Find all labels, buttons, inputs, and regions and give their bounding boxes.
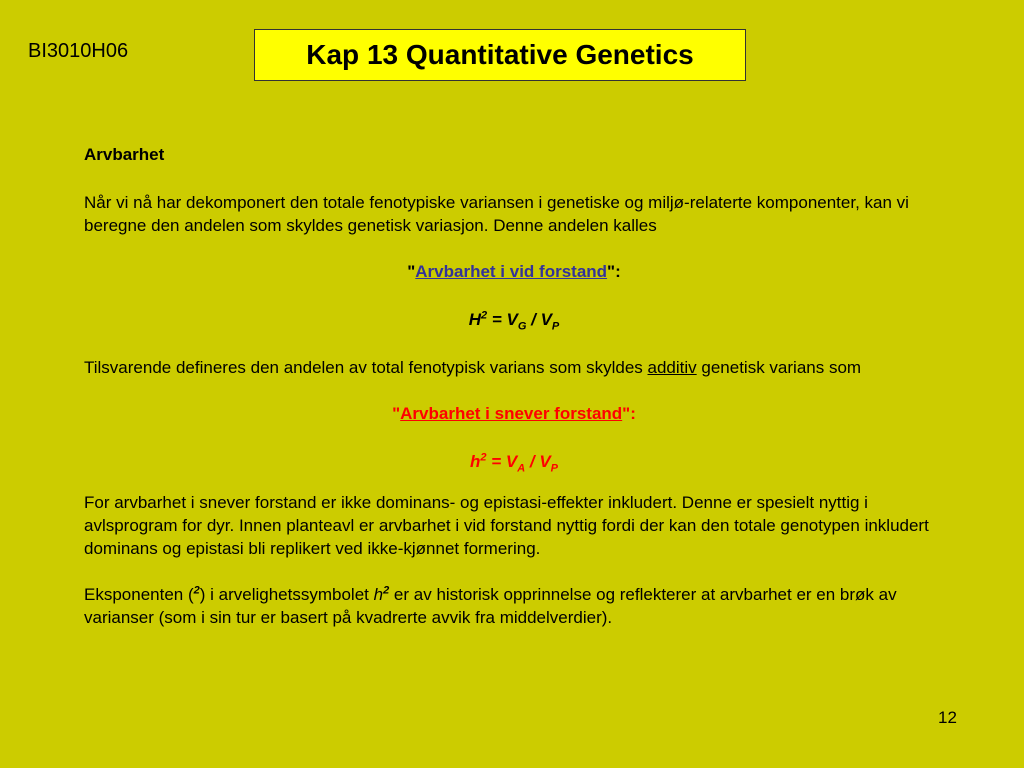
heritability-symbol-exponent: 2 xyxy=(383,584,390,597)
exponent-superscript: 2 xyxy=(193,584,200,597)
course-code: BI3010H06 xyxy=(28,40,129,62)
heritability-symbol: h xyxy=(373,585,384,604)
exponent-text-a: Eksponenten ( xyxy=(84,585,194,604)
narrow-sense-definition: "Arvbarhet i snever forstand": xyxy=(392,404,636,423)
formula-symbol: h xyxy=(469,452,481,471)
formula-sub-p: P xyxy=(551,320,560,333)
additive-paragraph xyxy=(84,356,944,379)
page-number: 12 xyxy=(938,708,957,727)
formula-sub-p: P xyxy=(550,462,559,475)
additive-text-before: Tilsvarende defineres den andelen av total fenotypisk varians som skyldes xyxy=(84,358,648,377)
exponent-text-c: er av historisk opprinnelse og reflekterer at arvbarhet er en brøk av varianser (som i sin tur er basert på kvadrerte avvik fra middelverdier). xyxy=(84,585,897,627)
broad-sense-formula xyxy=(84,308,944,331)
section-heading: Arvbarhet xyxy=(84,145,165,164)
broad-sense-definition: "Arvbarhet i vid forstand": xyxy=(407,262,621,281)
exponent-text-b: ) i arvelighetssymbolet xyxy=(199,585,374,604)
slide-content xyxy=(84,143,944,629)
narrow-sense-formula xyxy=(84,450,944,473)
exponent-paragraph xyxy=(84,583,944,629)
intro-paragraph: Når vi nå har dekomponert den totale fenotypiske variansen i genetiske og miljø-relaterte komponenter, kan vi beregne den andelen som skyldes genetisk variasjon. Denne andelen kalles xyxy=(84,193,909,235)
formula-equals: = V xyxy=(487,310,518,329)
formula-exponent: 2 xyxy=(480,451,487,464)
formula-slash: / V xyxy=(525,452,551,471)
formula-slash: / V xyxy=(526,310,552,329)
formula-symbol: H xyxy=(468,310,481,329)
narrow-sense-paragraph: For arvbarhet i snever forstand er ikke dominans- og epistasi-effekter inkludert. Denne er spesielt nyttig i avlsprogram for dyr. Innen planteavl er arvbarhet i vid forstand nyttig fordi der kan den totale genotypen inkludert dominans og epistasi bli replikert ved ikke-kjønnet formering. xyxy=(84,493,929,558)
slide-title xyxy=(254,29,746,81)
formula-equals: = V xyxy=(486,452,518,471)
slide-title-text: Kap 13 Quantitative Genetics xyxy=(306,39,694,70)
formula-exponent: 2 xyxy=(481,309,488,322)
additive-link[interactable]: additiv xyxy=(647,358,697,377)
broad-sense-link[interactable]: Arvbarhet i vid forstand xyxy=(415,262,608,281)
narrow-sense-link[interactable]: Arvbarhet i snever forstand xyxy=(400,404,623,423)
additive-text-after: genetisk varians som xyxy=(696,358,862,377)
formula-sub-g: G xyxy=(517,320,527,333)
formula-sub-a: A xyxy=(517,462,526,475)
